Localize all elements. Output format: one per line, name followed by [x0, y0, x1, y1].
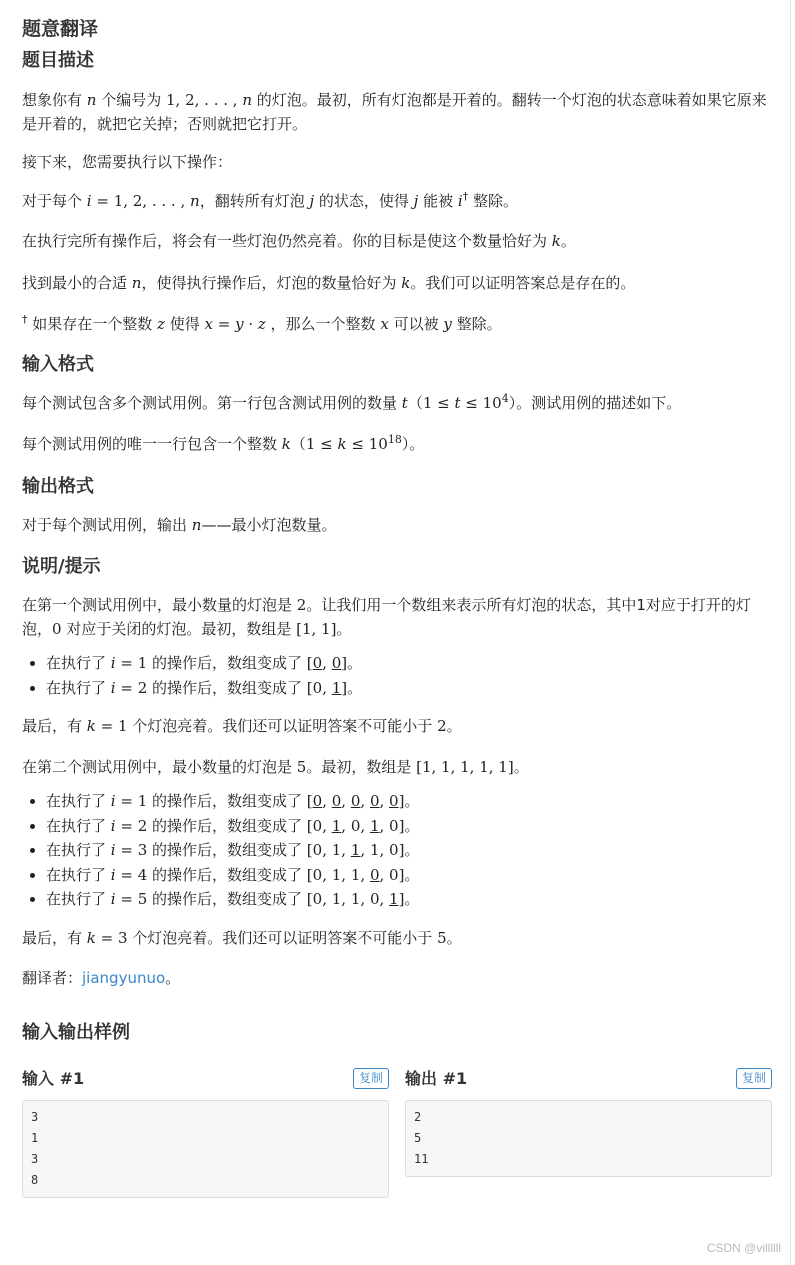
sample-input-box[interactable]: 3 1 3 8: [22, 1100, 389, 1198]
array-cell: 0: [389, 792, 399, 810]
hint-step-list-1: [22, 651, 772, 700]
array-cell: 0: [312, 816, 323, 835]
copy-input-button[interactable]: 复制: [353, 1068, 389, 1089]
output-paragraph-1: 对于每个测试用例，输出 n——最小灯泡数量。: [22, 516, 337, 534]
array-cell: 1: [350, 890, 361, 908]
section-desc-heading: 题目描述: [22, 50, 94, 71]
sample-input-column: [22, 1064, 389, 1198]
hint-step-list-2: [22, 789, 772, 912]
section-output-heading: 输出格式: [22, 476, 94, 497]
desc-paragraph-2: 接下来，您需要执行以下操作：: [22, 153, 233, 171]
section-input-heading: 输入格式: [22, 354, 94, 375]
array-cell: 0: [331, 792, 342, 810]
sample-output-box[interactable]: 2 5 11: [405, 1100, 772, 1177]
array-cell: 0: [312, 678, 323, 697]
array-cell: 1: [369, 816, 380, 835]
array-cell: 1: [331, 678, 342, 697]
input-paragraph-1: 每个测试包含多个测试用例。第一行包含测试用例的数量 $t(1 \le t \le 10^4)$。测试用例的描述如下。: [22, 392, 682, 412]
array-cell: 1: [350, 865, 361, 884]
section-hint-heading: 说明/提示: [22, 556, 101, 577]
hint-step-item: • 在执行了 i = 3 的操作后，数组变成了 [0, 1, 1, 1, 0]。: [46, 838, 772, 863]
samples-area: [22, 1064, 772, 1198]
array-cell: 0: [369, 792, 380, 810]
array-cell: 0: [389, 865, 399, 884]
array-cell: 0: [350, 792, 361, 810]
page-title: 题意翻译: [22, 18, 99, 40]
array-cell: 0: [312, 654, 323, 672]
sample-output-column: [405, 1064, 772, 1198]
array-cell: 1: [369, 841, 380, 859]
input-paragraph-2: 每个测试用例的唯一一行包含一个整数 $k(1 \le k \le 10^{18})$。: [22, 433, 425, 453]
array-cell: 0: [350, 816, 361, 835]
hint-paragraph-2: 最后，有 k = 1 个灯泡亮着。我们还可以证明答案不可能小于 2。: [22, 717, 462, 735]
hint-step-item: • 在执行了 i = 1 的操作后，数组变成了 [0, 0, 0, 0, 0]。: [46, 789, 772, 814]
array-cell: 0: [389, 816, 399, 835]
translator-line: 翻译者：jiangyunuo。: [22, 968, 181, 987]
desc-paragraph-3: 对于每个 i = 1, 2, . . . , n，翻转所有灯泡 j 的状态，使得 j 能被 i† 整除。: [22, 190, 518, 210]
copy-output-button[interactable]: 复制: [736, 1068, 772, 1089]
desc-paragraph-4: 在执行完所有操作后，将会有一些灯泡仍然亮着。你的目标是使这个数量恰好为 k。: [22, 232, 576, 250]
hint-paragraph-3: 在第二个测试用例中，最小数量的灯泡是 5。最初，数组是 [1, 1, 1, 1, 1]。: [22, 758, 529, 776]
hint-step-item: • 在执行了 i = 4 的操作后，数组变成了 [0, 1, 1, 0, 0]。: [46, 863, 772, 888]
csdn-watermark: CSDN @villllll: [706, 1241, 781, 1255]
array-cell: 0: [331, 654, 342, 672]
array-cell: 0: [312, 865, 323, 884]
sample-output-title: 输出 #1: [405, 1068, 468, 1088]
array-cell: 0: [369, 890, 380, 908]
translator-link[interactable]: jiangyunuo: [82, 968, 166, 987]
array-cell: 1: [331, 841, 342, 859]
hint-step-item: • 在执行了 i = 1 的操作后，数组变成了 [0, 0]。: [46, 651, 772, 676]
array-cell: 1: [331, 865, 342, 884]
array-cell: 1: [331, 816, 342, 835]
array-cell: 0: [369, 865, 380, 884]
array-cell: 0: [312, 841, 323, 859]
array-cell: 0: [389, 841, 399, 859]
hint-paragraph-4: 最后，有 k = 3 个灯泡亮着。我们还可以证明答案不可能小于 5。: [22, 928, 462, 947]
array-cell: 1: [331, 890, 342, 908]
hint-step-item: • 在执行了 i = 5 的操作后，数组变成了 [0, 1, 1, 0, 1]。: [46, 887, 772, 912]
section-samples-heading: 输入输出样例: [22, 1021, 130, 1043]
desc-paragraph-5: 找到最小的合适 n，使得执行操作后，灯泡的数量恰好为 k。我们可以证明答案总是存在的。: [22, 274, 636, 292]
array-cell: 1: [389, 890, 399, 908]
problem-content: [22, 12, 772, 1198]
array-cell: 1: [350, 841, 361, 859]
array-cell: 0: [312, 890, 323, 908]
array-cell: 0: [312, 792, 323, 810]
hint-paragraph-1: 在第一个测试用例中，最小数量的灯泡是 2。让我们用一个数组来表示所有灯泡的状态，其中1对应于打开的灯泡，0 对应于关闭的灯泡。最初，数组是 [1, 1]。: [22, 596, 751, 638]
hint-step-item: • 在执行了 i = 2 的操作后，数组变成了 [0, 1, 0, 1, 0]。: [46, 814, 772, 839]
desc-paragraph-1: 想象你有 n 个编号为 1, 2, . . . , n 的灯泡。最初，所有灯泡都是开着的。翻转一个灯泡的状态意味着如果它原来是开着的，就把它关掉；否则就把它打开。: [22, 91, 767, 133]
sample-input-title: 输入 #1: [22, 1068, 85, 1088]
hint-step-item: • 在执行了 i = 2 的操作后，数组变成了 [0, 1]。: [46, 676, 772, 701]
desc-footnote: † 如果存在一个整数 z 使得 x = y · z ，那么一个整数 x 可以被 y 整除。: [22, 313, 502, 333]
